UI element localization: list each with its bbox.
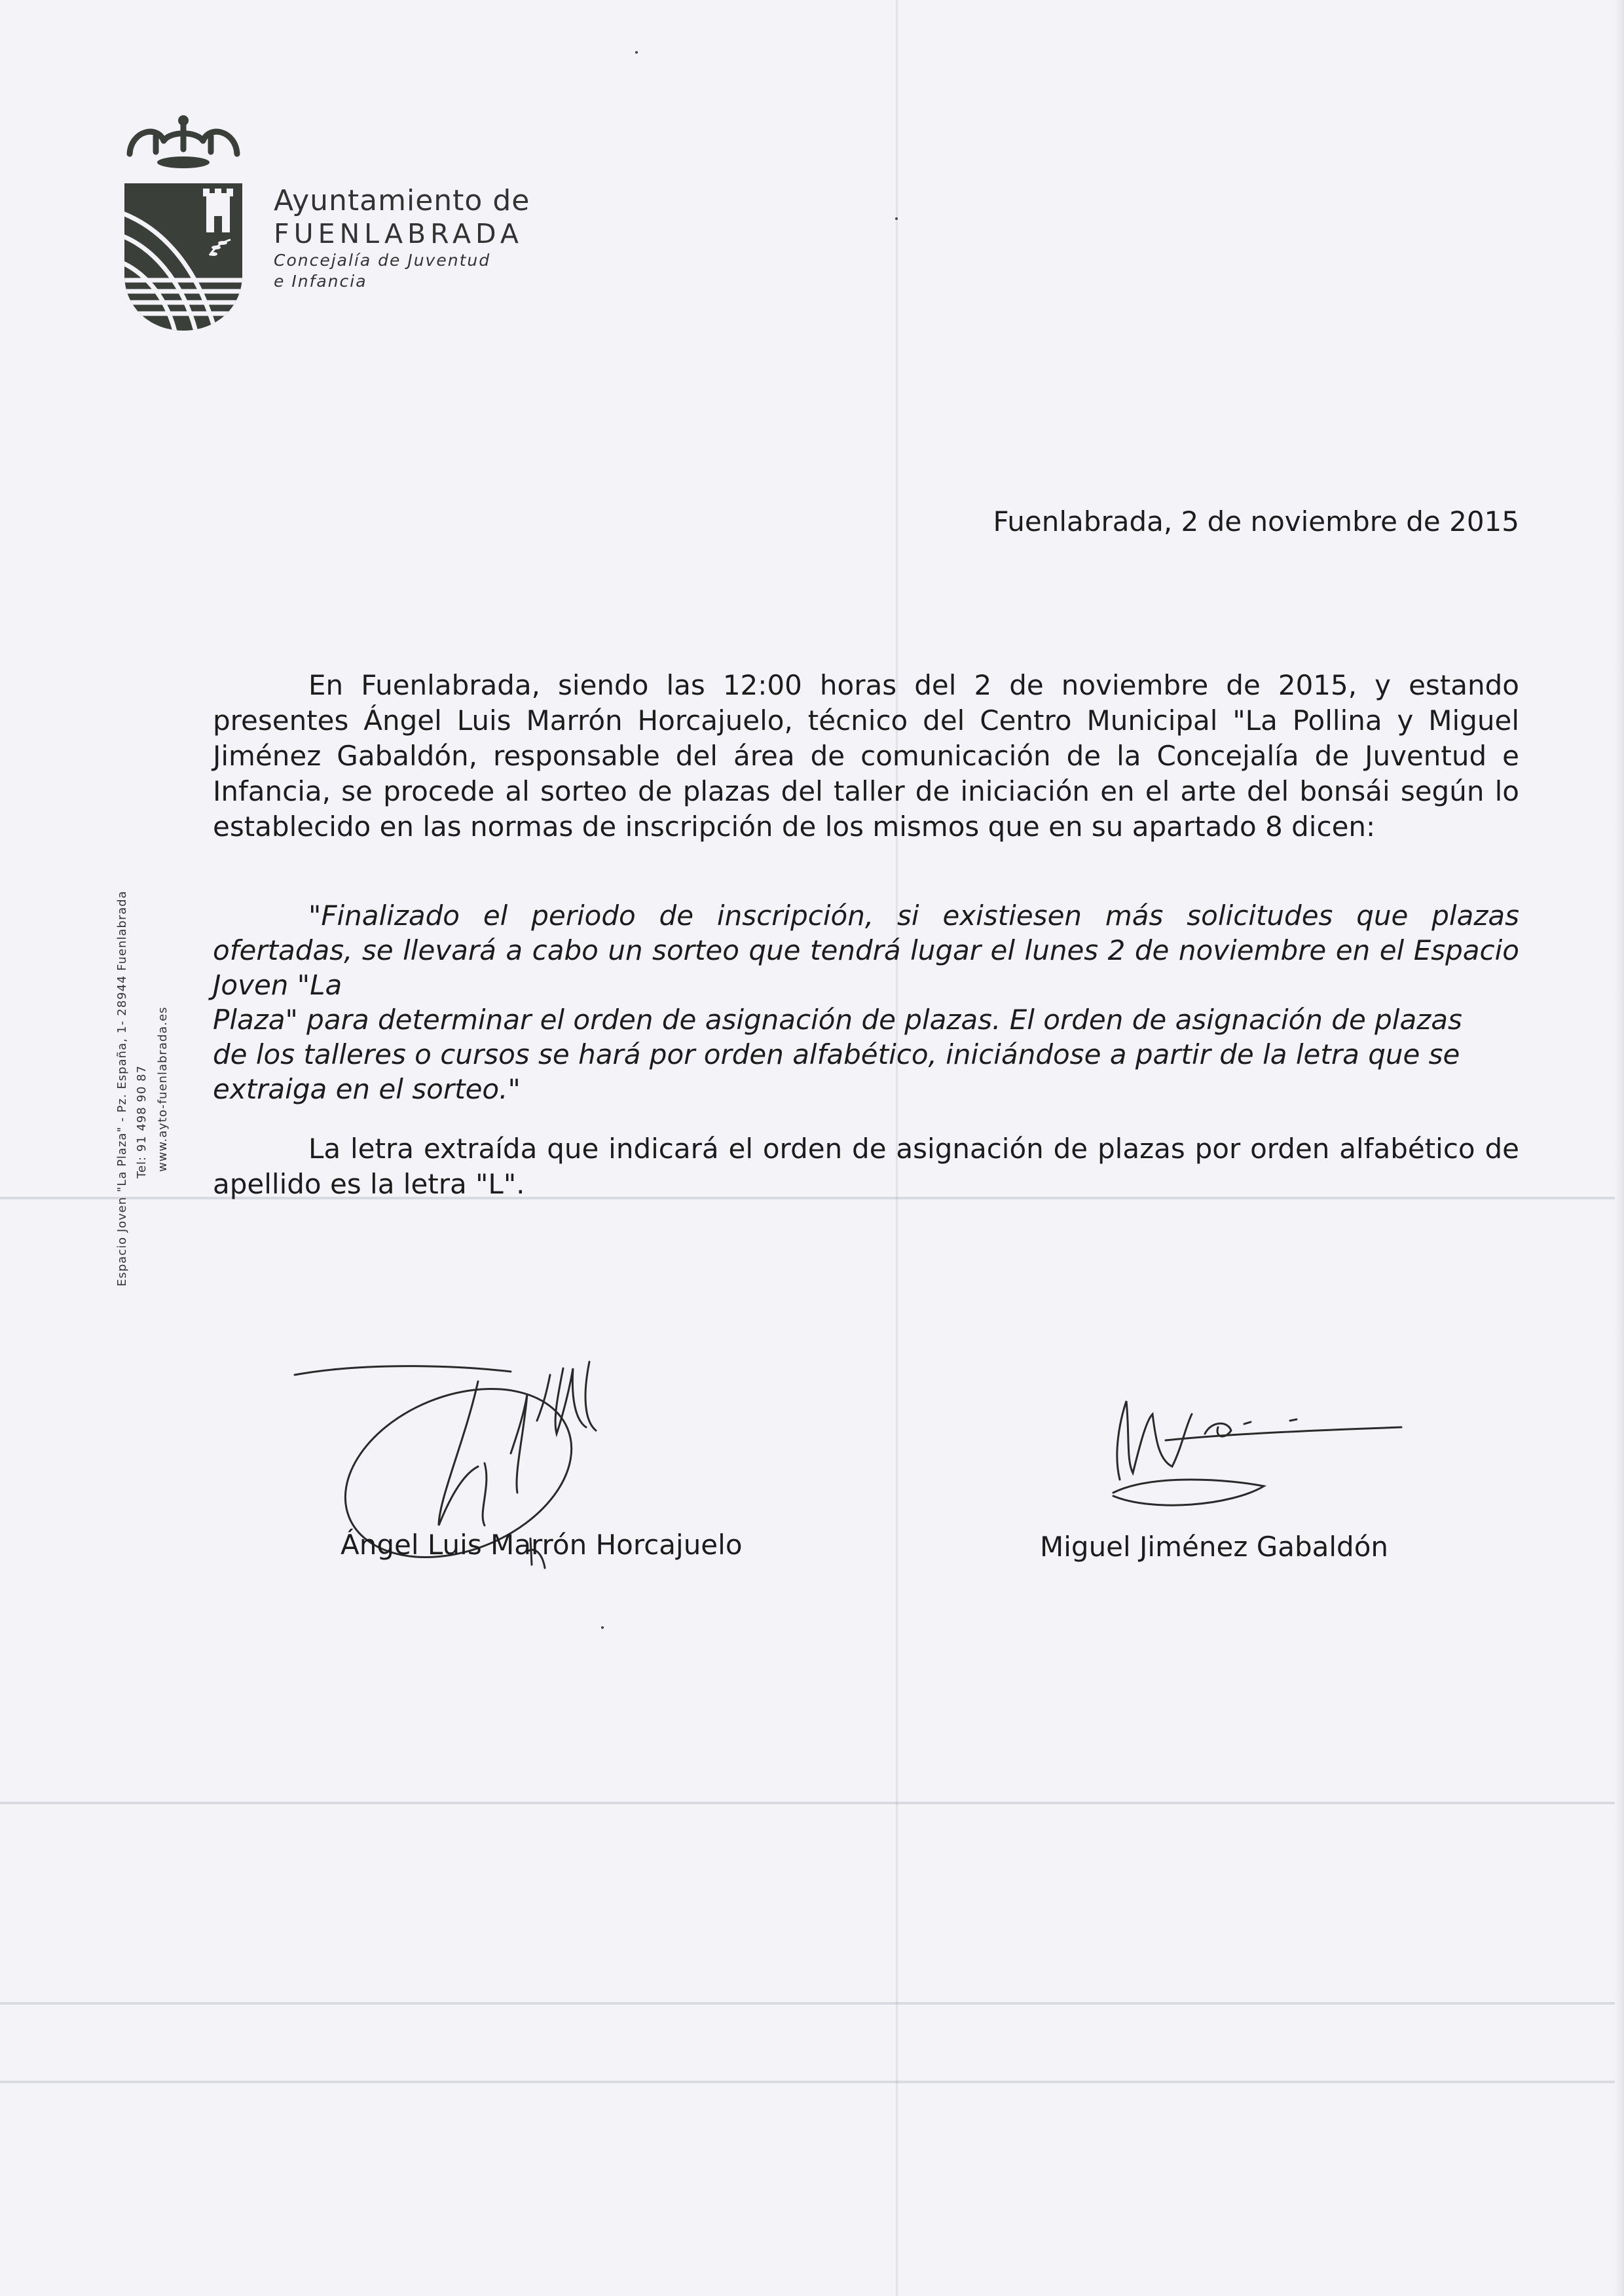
paper-fold-horizontal [0, 2081, 1624, 2083]
letterhead-line-2: FUENLABRADA [274, 218, 523, 249]
side-address: Espacio Joven "La Plaza" - Pz. España, 1- 28944 Fuenlabrada [115, 890, 129, 1286]
quote-part-3: de los talleres o cursos se hará por orden alfabético, iniciándose a partir de la letra que se [213, 1038, 1460, 1070]
letterhead-line-3: Concejalía de Juventud [274, 251, 491, 270]
side-phone: Tel: 91 498 90 87 [135, 1065, 149, 1178]
letterhead [274, 185, 530, 292]
signature-name-right: Miguel Jiménez Gabaldón [1040, 1531, 1389, 1563]
scan-speck [635, 51, 638, 54]
paragraph-1: En Fuenlabrada, siendo las 12:00 horas del 2 de noviembre de 2015, y estando presentes Ángel Luis Marrón Horcajuelo, técnico del Centro Municipal "La Pollina y Miguel Jiménez Gabaldón, responsable del área de comunicación de la Concejalía de Juventud e Infancia, se procede al sorteo de plazas del taller de iniciación en el arte del bonsái según lo establecido en las normas de inscripción de los mismos que en su apartado 8 dicen: [213, 669, 1519, 843]
document-date: Fuenlabrada, 2 de noviembre de 2015 [993, 505, 1519, 538]
scan-speck [601, 1626, 604, 1629]
signature-right-icon [1100, 1375, 1414, 1512]
quote-part-4: extraiga en el sorteo." [213, 1073, 521, 1105]
quote-part-1: "Finalizado el periodo de inscripción, si existiesen más solicitudes que plazas ofertadas, se llevará a cabo un sorteo que tendrá lugar el lunes 2 de noviembre en el Espacio Joven "La [213, 900, 1519, 1001]
paper-fold-horizontal [0, 1802, 1624, 1804]
scan-edge [1615, 0, 1624, 2296]
letterhead-line-1: Ayuntamiento de [274, 184, 530, 217]
scan-speck [895, 217, 898, 220]
quote-part-2: Plaza" para determinar el orden de asignación de plazas. El orden de asignación de plazas [213, 1004, 1462, 1036]
paper-fold-horizontal [0, 2002, 1624, 2005]
paragraph-3: La letra extraída que indicará el orden de asignación de plazas por orden alfabético de apellido es la letra "L". [213, 1133, 1519, 1200]
coat-of-arms-icon [118, 111, 249, 334]
letterhead-line-4: e Infancia [274, 272, 367, 291]
side-web: www.ayto-fuenlabrada.es [156, 1006, 170, 1172]
quoted-rule [213, 898, 1519, 1106]
signature-name-left: Ángel Luis Marrón Horcajuelo [341, 1529, 743, 1561]
